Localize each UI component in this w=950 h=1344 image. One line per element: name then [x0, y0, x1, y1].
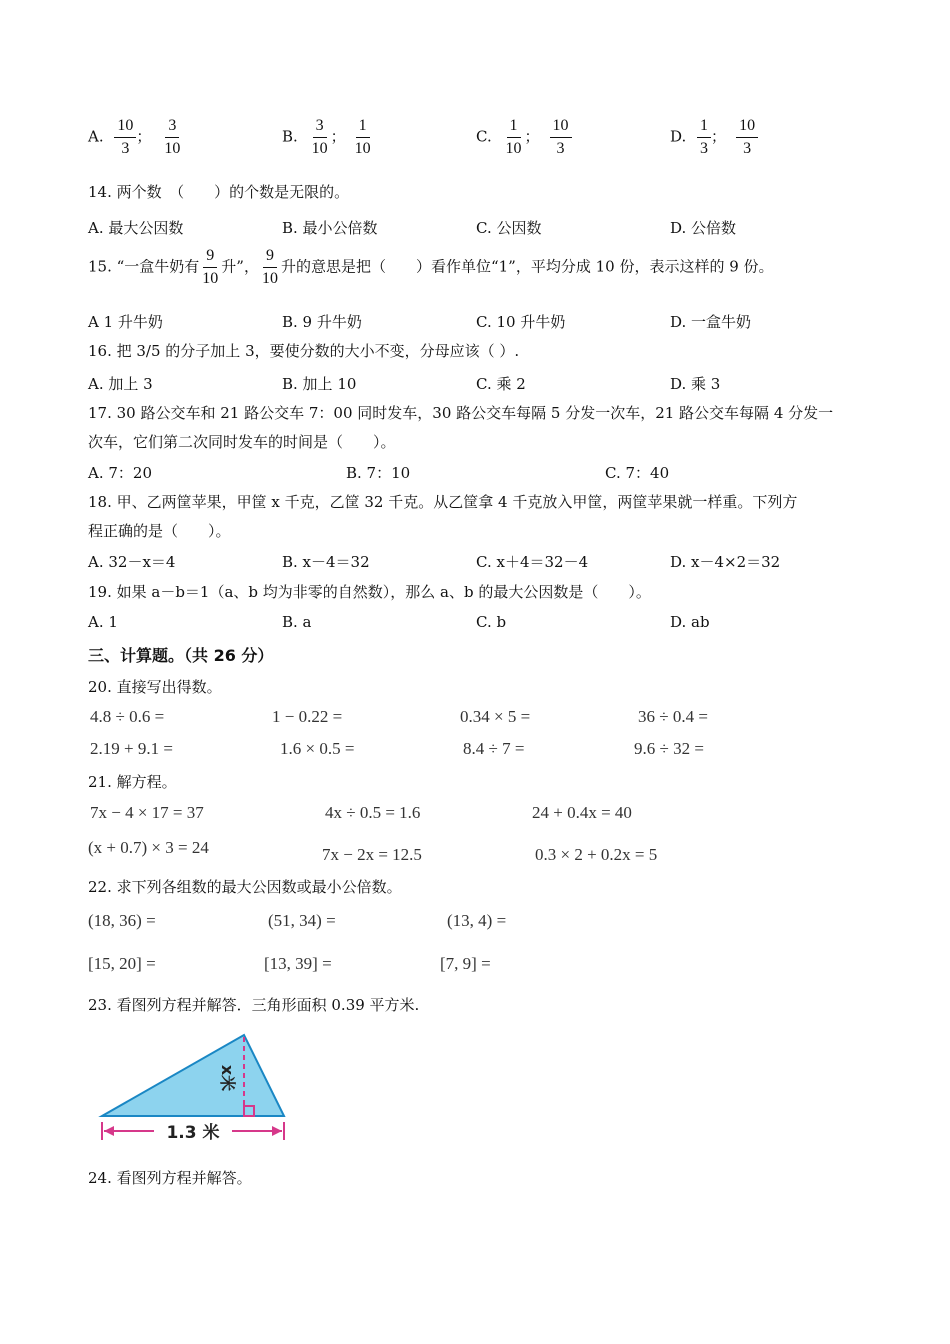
fraction: $\frac{10}{3}$	[114, 118, 136, 157]
question-21: 21. 解方程。	[88, 773, 177, 791]
fraction: $\frac{1}{10}$	[354, 117, 371, 157]
gcd-item: (13, 4) =	[447, 911, 507, 930]
q14-option-a: A. 最大公因数	[88, 219, 184, 237]
calc-item: 2.19 + 9.1 =	[90, 739, 173, 758]
calc-item: 1 − 0.22 =	[272, 707, 343, 726]
height-label: x米	[218, 1064, 237, 1092]
q16-option-a: A. 加上 3	[88, 375, 153, 393]
q16-option-d: D. 乘 3	[670, 375, 721, 393]
lcm-item: [13, 39] =	[264, 954, 332, 973]
q13-option-a: A. $\frac{10}{3}$ ； $\frac{3}{10}$	[88, 118, 183, 157]
equation-item: (x + 0.7) × 3 = 24	[88, 838, 209, 857]
triangle-figure	[92, 1030, 302, 1148]
q13-option-c: C. $\frac{1}{10}$ ； $\frac{10}{3}$	[476, 118, 572, 157]
question-22: 22. 求下列各组数的最大公因数或最小公倍数。	[88, 878, 402, 896]
question-16: 16. 把 3/5 的分子加上 3，要使分数的大小不变，分母应该（ ）.	[88, 342, 520, 360]
q19-option-b: B. a	[282, 613, 312, 631]
gcd-item: (51, 34) =	[268, 911, 336, 930]
equation-item: 4x ÷ 0.5 = 1.6	[325, 803, 421, 822]
q19-option-d: D. ab	[670, 613, 710, 631]
question-18-line2: 程正确的是（ ）。	[88, 522, 231, 540]
q19-option-a: A. 1	[88, 613, 118, 631]
calc-item: 0.34 × 5 =	[460, 707, 531, 726]
arrowhead-right	[272, 1126, 282, 1136]
question-17-line1: 17. 30 路公交车和 21 路公交车 7：00 同时发车，30 路公交车每隔 5 分发一次车，21 路公交车每隔 4 分发一	[88, 404, 834, 422]
fraction: $\frac{1}{10}$	[505, 117, 522, 157]
calc-item: 4.8 ÷ 0.6 =	[90, 707, 165, 726]
question-24: 24. 看图列方程并解答。	[88, 1169, 252, 1187]
q14-option-d: D. 公倍数	[670, 219, 737, 237]
q19-option-c: C. b	[476, 613, 507, 631]
equation-item: 24 + 0.4x = 40	[532, 803, 632, 822]
question-15: 15. “一盒牛奶有 $\frac{9}{10}$ 升”， $\frac{9}{10}$ 升的意思是把（ ）看作单位“1”，平均分成 10 份，表示这样的 9 份。	[88, 247, 774, 287]
q17-option-c: C. 7：40	[605, 464, 670, 482]
question-18-line1: 18. 甲、乙两筐苹果，甲筐 x 千克，乙筐 32 千克。从乙筐拿 4 千克放入甲筐，两筐苹果就一样重。下列方	[88, 493, 798, 511]
calc-item: 9.6 ÷ 32 =	[634, 739, 704, 758]
q17-option-b: B. 7：10	[346, 464, 411, 482]
lcm-item: [15, 20] =	[88, 954, 156, 973]
q15-option-c: C. 10 升牛奶	[476, 313, 566, 331]
q16-option-b: B. 加上 10	[282, 375, 357, 393]
q13-option-b: B. $\frac{3}{10}$ ； $\frac{1}{10}$	[282, 118, 374, 157]
lcm-item: [7, 9] =	[440, 954, 491, 973]
q15-option-b: B. 9 升牛奶	[282, 313, 362, 331]
arrowhead-left	[104, 1126, 114, 1136]
fraction: $\frac{9}{10}$	[202, 247, 219, 287]
question-20: 20. 直接写出得数。	[88, 678, 222, 696]
q18-option-a: A. 32－x＝4	[88, 553, 176, 571]
q16-option-c: C. 乘 2	[476, 375, 526, 393]
fraction: $\frac{10}{3}$	[736, 118, 758, 157]
question-14: 14. 两个数 （ ）的个数是无限的。	[88, 183, 350, 201]
q18-option-d: D. x－4×2＝32	[670, 553, 781, 571]
question-17-line2: 次车，它们第二次同时发车的时间是（ ）。	[88, 433, 396, 451]
gcd-item: (18, 36) =	[88, 911, 156, 930]
question-23: 23. 看图列方程并解答．三角形面积 0.39 平方米.	[88, 996, 420, 1014]
fraction: $\frac{9}{10}$	[261, 247, 278, 287]
equation-item: 7x − 4 × 17 = 37	[90, 803, 204, 822]
base-label: 1.3 米	[166, 1123, 220, 1143]
section-heading: 三、计算题。（共 26 分）	[88, 646, 274, 665]
question-19: 19. 如果 a－b＝1（a、b 均为非零的自然数），那么 a、b 的最大公因数是（ ）。	[88, 583, 651, 601]
q14-option-b: B. 最小公倍数	[282, 219, 378, 237]
fraction: $\frac{1}{3}$	[697, 118, 711, 157]
calc-item: 36 ÷ 0.4 =	[638, 707, 708, 726]
equation-item: 0.3 × 2 + 0.2x = 5	[535, 845, 658, 864]
fraction: $\frac{3}{10}$	[164, 117, 181, 157]
calc-item: 8.4 ÷ 7 =	[463, 739, 525, 758]
equation-item: 7x − 2x = 12.5	[322, 845, 422, 864]
q18-option-b: B. x－4＝32	[282, 553, 370, 571]
q15-option-d: D. 一盒牛奶	[670, 313, 752, 331]
q17-option-a: A. 7：20	[88, 464, 152, 482]
triangle-shape	[102, 1035, 284, 1116]
q14-option-c: C. 公因数	[476, 219, 542, 237]
calc-item: 1.6 × 0.5 =	[280, 739, 355, 758]
q15-option-a: A 1 升牛奶	[88, 313, 163, 331]
fraction: $\frac{3}{10}$	[311, 117, 328, 157]
q18-option-c: C. x＋4＝32－4	[476, 553, 589, 571]
q13-option-d: D. $\frac{1}{3}$ ； $\frac{10}{3}$	[670, 118, 758, 157]
fraction: $\frac{10}{3}$	[550, 118, 572, 157]
